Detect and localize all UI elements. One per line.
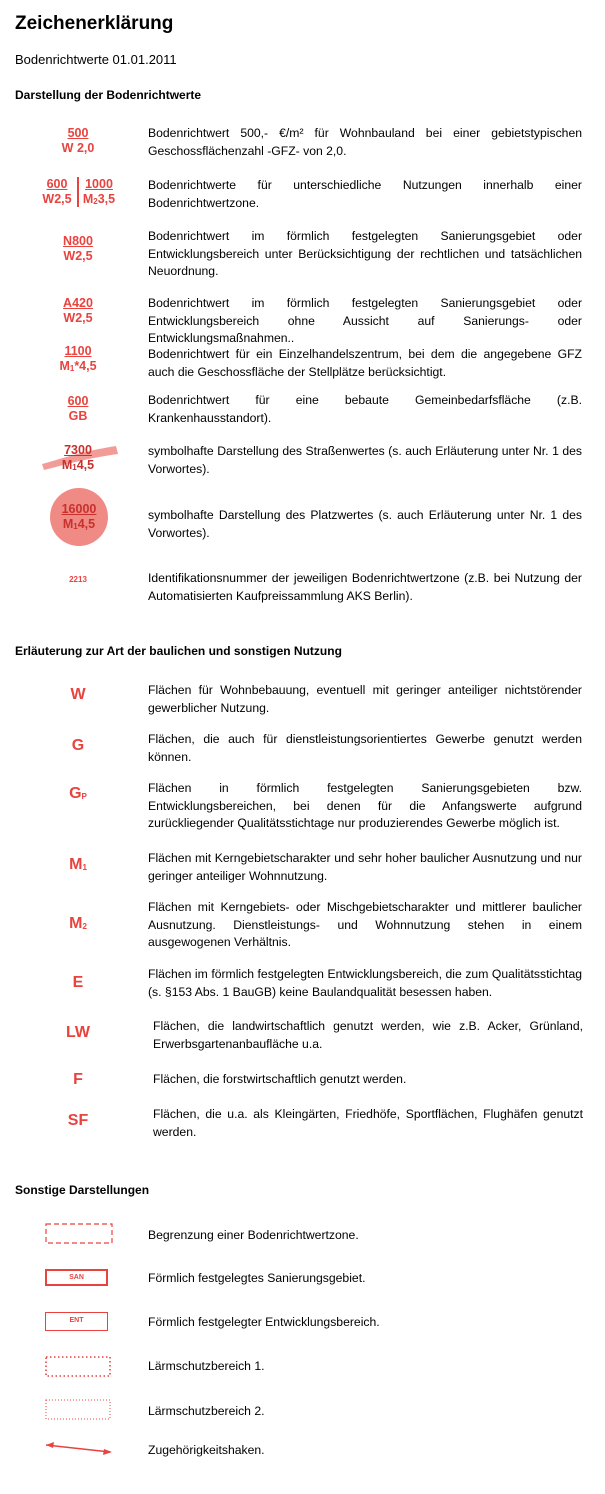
legend-text: Begrenzung einer Bodenrichtwertzone. [148, 1228, 359, 1242]
symbol-1000-m235 [80, 177, 118, 209]
legend-text: Flächen, die u.a. als Kleingärten, Friedhöfe, Sportflächen, Flughäfen genutzt werden. [153, 1107, 583, 1139]
usage-symbol-gp [52, 785, 104, 803]
symbol-main: M [82, 192, 94, 206]
symbol-sub: 1 [82, 863, 87, 872]
symbol-top: 1100 [64, 344, 92, 358]
symbol-sub: P [81, 792, 87, 801]
symbol-sub: 1 [72, 463, 77, 472]
legend-text: Flächen in förmlich festgelegten Sanierungsgebieten bzw. Entwicklungsbereichen, bei denen für die Anfangswerte aufgrund zurückliegender Qualitätsstichtage nur produzierendes Gewerbe möglich ist. [148, 781, 582, 830]
symbol-500-w20 [52, 126, 104, 156]
legend-text: symbolhafte Darstellung des Straßenwertes (s. auch Erläuterung unter Nr. 1 des Vorwortes). [148, 444, 582, 476]
symbol-sub: 2 [82, 922, 87, 931]
legend-text: Bodenrichtwerte für unterschiedliche Nutzungen innerhalb einer Bodenrichtwertzone. [148, 178, 582, 210]
symbol-bottom [52, 359, 104, 376]
usage-symbol-g: G [71, 737, 85, 754]
symbol-bottom [52, 458, 104, 475]
usage-symbol-w: W [70, 686, 86, 703]
symbol-bottom [50, 517, 108, 534]
divider-line [77, 177, 79, 207]
legend-text: symbolhafte Darstellung des Platzwertes (s. auch Erläuterung unter Nr. 1 des Vorwortes). [148, 508, 582, 540]
symbol-top: 7300 [64, 443, 92, 457]
dotted-box-1-icon [44, 1355, 114, 1379]
symbol-bottom [80, 192, 118, 209]
symbol-600-w25 [38, 177, 76, 207]
san-box-icon [45, 1269, 108, 1286]
symbol-main: G [69, 785, 82, 802]
symbol-top: 500 [67, 126, 89, 140]
symbol-top: 1000 [85, 177, 113, 191]
symbol-rest: 4,5 [76, 458, 95, 472]
section-heading-bodenrichtwerte: Darstellung der Bodenrichtwerte [15, 88, 202, 102]
symbol-sub: 2 [93, 197, 98, 206]
legend-text: Förmlich festgelegter Entwicklungsbereich. [148, 1315, 380, 1329]
legend-text: Identifikationsnummer der jeweiligen Bodenrichtwertzone (z.B. bei Nutzung der Automatisierten Kaufpreissammlung AKS Berlin). [148, 571, 582, 603]
legend-text: Flächen im förmlich festgelegten Entwicklungsbereich, die zum Qualitätsstichtag (s. §153 Abs. 1 BauGB) keine Baulandqualität besessen haben. [148, 967, 582, 999]
symbol-top: 16000 [61, 502, 97, 516]
legend-text: Bodenrichtwert im förmlich festgelegten Sanierungsgebiet oder Entwicklungsbereich unter Berücksichtigung der rechtlichen und tatsächlichen Neuordnung. [148, 229, 582, 278]
symbol-rest: *4,5 [74, 359, 97, 373]
legend-text: Flächen, die auch für dienstleistungsorientiertes Gewerbe genutzt werden können. [148, 732, 582, 764]
usage-symbol-e: E [72, 974, 84, 991]
symbol-main: M [62, 517, 74, 531]
legend-text: Flächen mit Kerngebiets- oder Mischgebietscharakter und mittlerer baulicher Ausnutzung. Dienstleistungs- und Wohnnutzung stehen in einem ausgewogenen Verhältnis. [148, 900, 582, 949]
symbol-sub: 1 [69, 364, 75, 373]
symbol-bottom: W 2,0 [61, 141, 95, 155]
symbol-bottom: W2,5 [42, 192, 72, 206]
symbol-7300-m145 [52, 443, 104, 475]
zone-id-symbol: 2213 [69, 575, 87, 584]
usage-symbol-m1 [52, 856, 104, 874]
symbol-600-gb [52, 394, 104, 424]
symbol-n800-w25 [52, 234, 104, 264]
symbol-main: M [61, 458, 73, 472]
legend-text: Lärmschutzbereich 1. [148, 1359, 265, 1373]
legend-text: Förmlich festgelegtes Sanierungsgebiet. [148, 1271, 366, 1285]
symbol-bottom: W2,5 [63, 249, 93, 263]
symbol-main: M [59, 359, 70, 373]
usage-symbol-f: F [73, 1071, 83, 1088]
page-title: Zeichenerklärung [15, 13, 174, 34]
legend-text: Flächen mit Kerngebietscharakter und sehr hoher baulicher Ausnutzung und nur geringer anteiliger Wohnnutzung. [148, 851, 582, 883]
symbol-rest: 3,5 [97, 192, 116, 206]
ent-box-icon [45, 1312, 108, 1331]
symbol-top: N800 [63, 234, 93, 248]
symbol-a420-w25 [52, 296, 104, 326]
usage-symbol-sf: SF [67, 1112, 89, 1129]
section-heading-nutzung: Erläuterung zur Art der baulichen und sonstigen Nutzung [15, 644, 342, 658]
legend-text: Flächen, die forstwirtschaftlich genutzt werden. [153, 1072, 407, 1086]
legend-text: Lärmschutzbereich 2. [148, 1404, 265, 1418]
symbol-main: M [69, 915, 83, 932]
symbol-top: 600 [67, 394, 89, 408]
symbol-bottom: GB [68, 409, 88, 423]
dashed-boundary-icon [44, 1222, 114, 1246]
symbol-top: A420 [63, 296, 93, 310]
legend-text: Bodenrichtwert für ein Einzelhandelszentrum, bei dem die angegebene GFZ auch die Geschossfläche der Stellplätze berücksichtigt. [148, 347, 582, 379]
usage-symbol-lw: LW [66, 1024, 90, 1041]
page-subtitle: Bodenrichtwerte 01.01.2011 [15, 52, 177, 67]
symbol-16000-m145 [50, 502, 108, 534]
legend-text: Flächen für Wohnbebauung, eventuell mit geringer anteiliger nichtstörender gewerblicher Nutzung. [148, 683, 582, 715]
legend-text: Bodenrichtwert 500,- €/m² für Wohnbauland bei einer gebietstypischen Geschossflächenzahl -GFZ- von 2,0. [148, 126, 582, 158]
double-arrow-icon [42, 1440, 116, 1458]
symbol-sub: 1 [73, 522, 78, 531]
legend-text: Bodenrichtwert im förmlich festgelegten Sanierungsgebiet oder Entwicklungsbereich ohne Aussicht auf Sanierungs- oder Entwicklungsmaßnahmen.. [148, 296, 582, 345]
ent-box-label: ENT [69, 1317, 84, 1324]
section-heading-sonstige: Sonstige Darstellungen [15, 1183, 150, 1197]
symbol-1100-m145 [52, 344, 104, 376]
symbol-main: M [69, 856, 83, 873]
symbol-rest: 4,5 [77, 517, 96, 531]
legend-text: Zugehörigkeitshaken. [148, 1443, 265, 1457]
symbol-top: 600 [46, 177, 68, 191]
usage-symbol-m2 [52, 915, 104, 933]
dotted-box-2-icon [44, 1398, 114, 1422]
legend-text: Bodenrichtwert für eine bebaute Gemeinbedarfsfläche (z.B. Krankenhausstandort). [148, 393, 582, 425]
symbol-bottom: W2,5 [63, 311, 93, 325]
san-box-label: SAN [69, 1274, 84, 1281]
legend-text: Flächen, die landwirtschaftlich genutzt werden, wie z.B. Acker, Grünland, Erwerbsgartenanbaufläche u.a. [153, 1019, 583, 1051]
